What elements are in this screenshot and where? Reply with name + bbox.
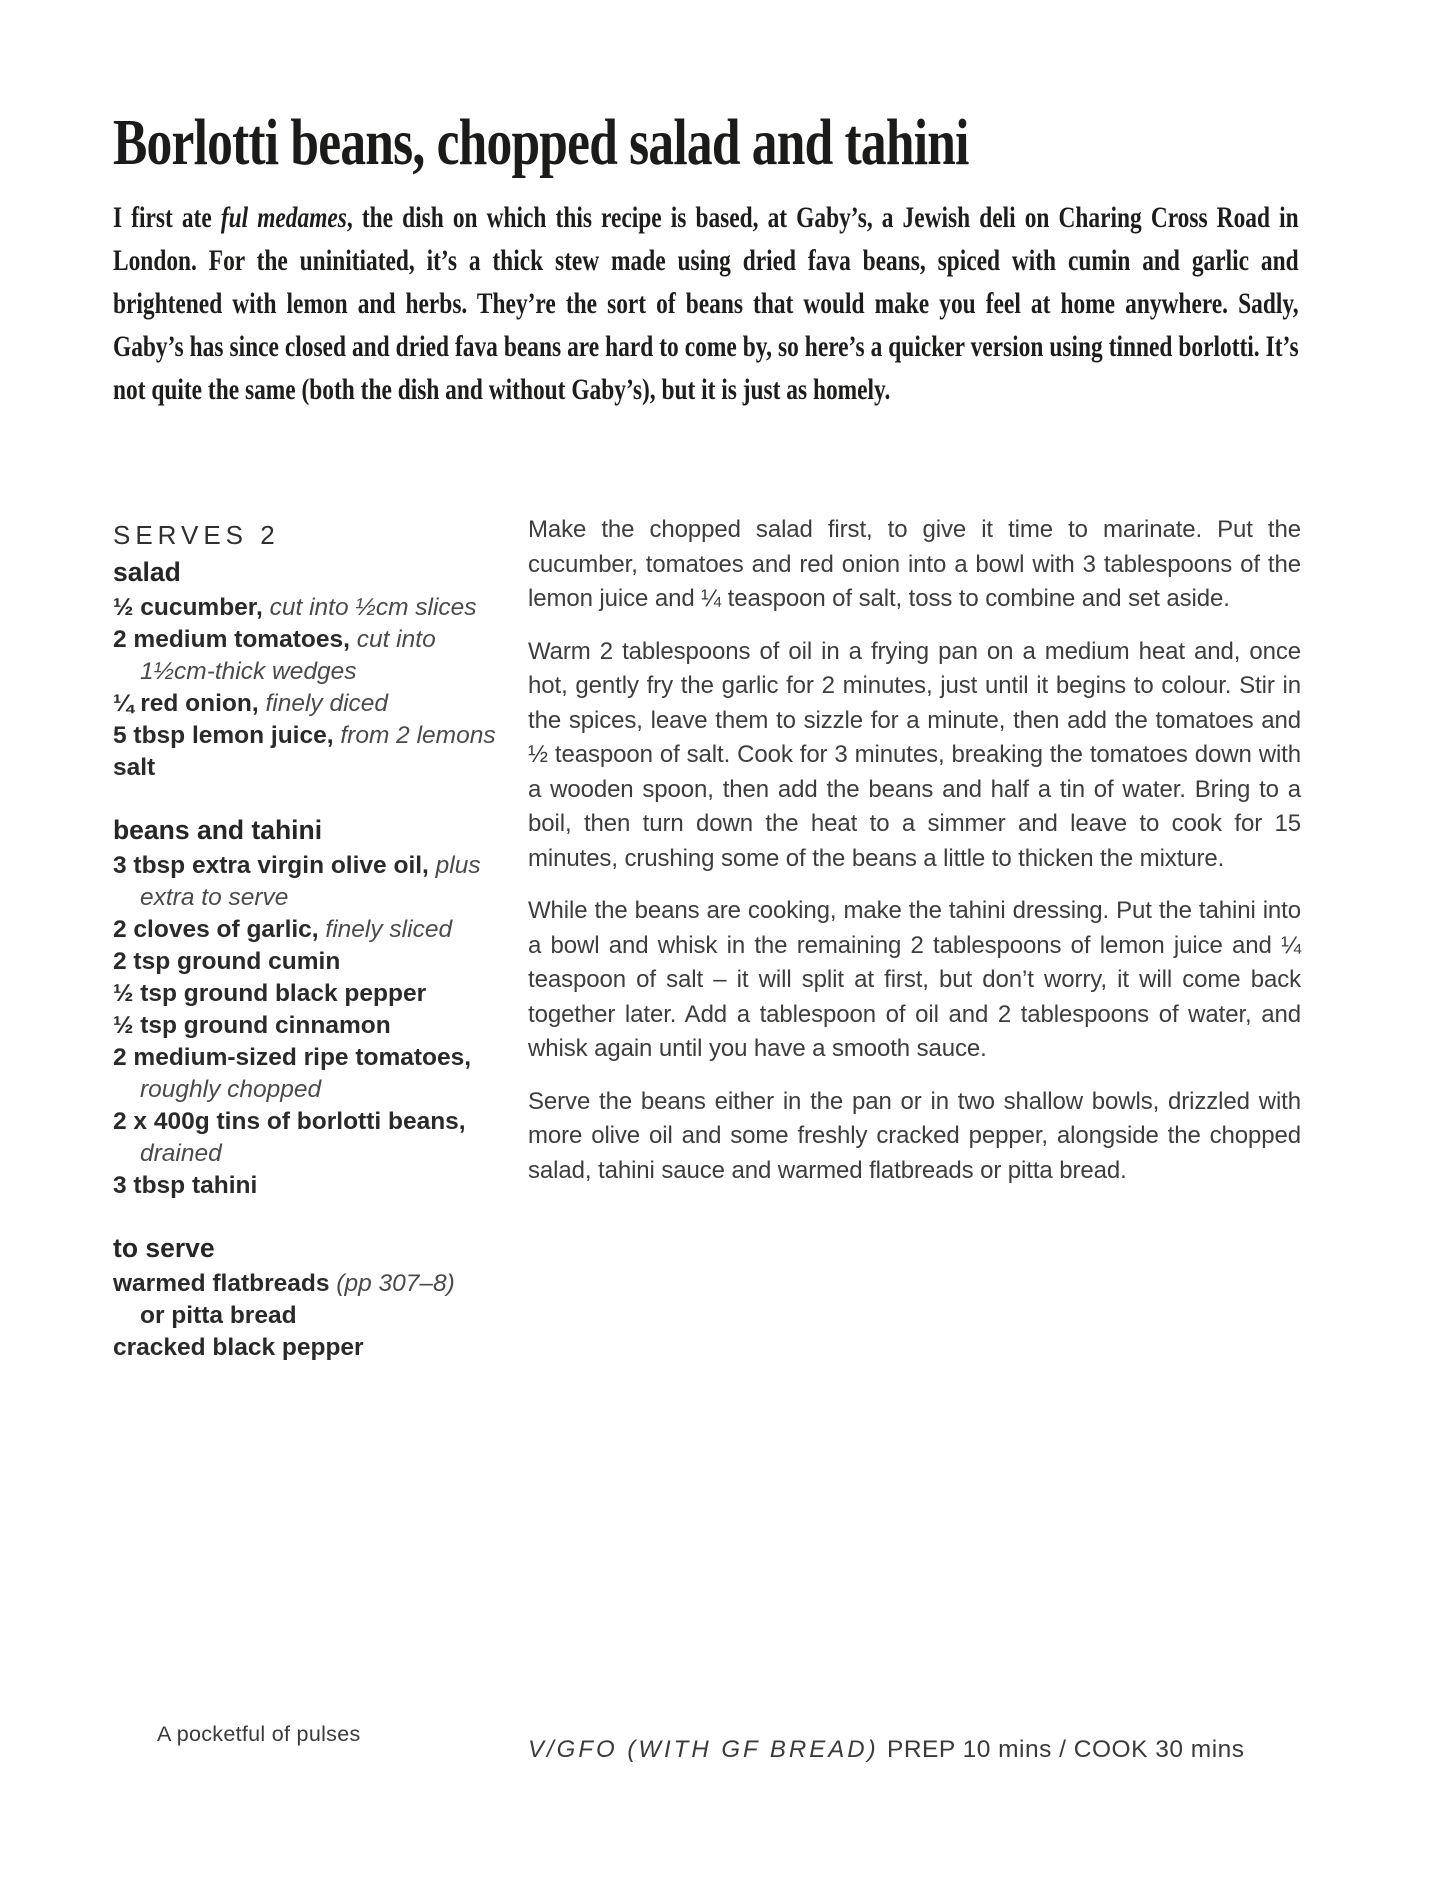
ingredient-note: (pp 307–8) [329, 1270, 455, 1297]
ingredient-line [113, 882, 513, 914]
ingredient-text: 3 tbsp extra virgin olive oil, [113, 852, 429, 879]
ingredient-line [113, 720, 513, 752]
ingredient-section-heading: salad [113, 557, 181, 587]
ingredient-text: ½ tsp ground cinnamon [113, 1012, 391, 1039]
ingredient-line [113, 688, 513, 720]
book-title: A pocketful of pulses [157, 1722, 361, 1746]
ingredient-note: roughly chopped [140, 1076, 322, 1103]
ingredient-line [113, 1138, 513, 1170]
ingredient-line [113, 1268, 513, 1300]
ingredient-line [113, 656, 513, 688]
ingredient-text: 2 medium tomatoes, [113, 626, 350, 653]
ingredients-column [113, 520, 513, 1364]
ingredient-text: or pitta bread [140, 1302, 297, 1329]
ingredient-text: ¼ red onion, [113, 690, 259, 717]
ingredient-line [113, 1010, 513, 1042]
intro-text-regular: , the dish on which this recipe is based, at Gaby’s, a Jewish deli on Charing Cross Road in London. For the uninitiated, it’s a thick stew made using dried fava beans, spiced with cumin and garlic and brightened with lemon and herbs. They’re the sort of beans that would make you feel at home anywhere. Sadly, Gaby’s has since closed and dried fava beans are hard to come by, so here’s a quicker version using tinned borlotti. It’s not quite the same (both the dish and without Gaby’s), but it is just as homely. [113, 201, 1299, 406]
ingredient-text: ½ tsp ground black pepper [113, 980, 427, 1007]
serves-label: SERVES 2 [113, 520, 280, 550]
ingredient-text: 2 cloves of garlic, [113, 916, 319, 943]
ingredient-note: from 2 lemons [333, 722, 496, 749]
ingredient-text: ½ cucumber, [113, 594, 263, 621]
ingredient-line [113, 1300, 513, 1332]
ingredient-note: plus [428, 852, 481, 879]
ingredient-section-heading: to serve [113, 1233, 215, 1263]
intro-text-regular: I first ate [113, 201, 221, 234]
method-paragraph: Make the chopped salad first, to give it time to marinate. Put the cucumber, tomatoes and red onion into a bowl with 3 tablespoons of the lemon juice and ¼ teaspoon of salt, toss to combine and set aside. [528, 516, 1301, 612]
ingredient-section [113, 1232, 513, 1364]
dietary-label: V/GFO (WITH GF BREAD) [528, 1736, 879, 1763]
ingredient-text: 2 tsp ground cumin [113, 948, 341, 975]
ingredient-line [113, 624, 513, 656]
ingredient-text: 5 tbsp lemon juice, [113, 722, 334, 749]
ingredient-line [113, 1042, 513, 1074]
intro-text-italic: ful medames [220, 201, 347, 234]
ingredient-text: 2 medium-sized ripe tomatoes, [113, 1044, 472, 1071]
ingredient-note: finely sliced [318, 916, 453, 943]
ingredient-note: 1½cm-thick wedges [140, 658, 357, 685]
ingredient-line [113, 592, 513, 624]
method-paragraph: Warm 2 tablespoons of oil in a frying pan on a medium heat and, once hot, gently fry the garlic for 2 minutes, just until it begins to colour. Stir in the spices, leave them to sizzle for a minute, then add the tomatoes and ½ teaspoon of salt. Cook for 3 minutes, breaking the tomatoes down with a wooden spoon, then add the beans and half a tin of water. Bring to a boil, then turn down the heat to a simmer and leave to cook for 15 minutes, crushing some of the beans a little to thicken the mixture. [528, 637, 1301, 872]
ingredient-line [113, 1332, 513, 1364]
ingredient-line [113, 914, 513, 946]
ingredient-note: drained [140, 1140, 222, 1167]
ingredient-line [113, 1074, 513, 1106]
ingredient-note: finely diced [258, 690, 389, 717]
ingredient-note: cut into [349, 626, 436, 653]
method-paragraph: Serve the beans either in the pan or in two shallow bowls, drizzled with more olive oil and some freshly cracked pepper, alongside the chopped salad, tahini sauce and warmed flatbreads or pitta bread. [528, 1087, 1301, 1184]
ingredient-sections [113, 556, 513, 1364]
ingredient-text: 3 tbsp tahini [113, 1172, 258, 1199]
ingredient-line [113, 1106, 513, 1138]
ingredient-line [113, 752, 513, 784]
page-title: Borlotti beans, chopped salad and tahini [113, 106, 969, 179]
ingredient-section-heading: beans and tahini [113, 815, 323, 845]
recipe-intro [113, 196, 1299, 411]
ingredient-note: extra to serve [140, 884, 289, 911]
ingredient-text: 2 x 400g tins of borlotti beans, [113, 1108, 466, 1135]
ingredient-line [113, 1170, 513, 1202]
ingredient-section [113, 556, 513, 784]
ingredient-text: cracked black pepper [113, 1334, 364, 1361]
ingredient-line [113, 850, 513, 882]
ingredient-line [113, 978, 513, 1010]
method-column [528, 513, 1301, 1206]
prep-cook-time: PREP 10 mins / COOK 30 mins [887, 1736, 1245, 1763]
ingredient-text: salt [113, 754, 156, 781]
ingredient-section [113, 814, 513, 1202]
ingredient-text: warmed flatbreads [113, 1270, 330, 1297]
ingredient-note: cut into ½cm slices [262, 594, 477, 621]
ingredient-line [113, 946, 513, 978]
method-paragraph: While the beans are cooking, make the tahini dressing. Put the tahini into a bowl and whisk in the remaining 2 tablespoons of lemon juice and ¼ teaspoon of salt – it will split at first, but don’t worry, it will come back together later. Add a tablespoon of oil and 2 tablespoons of water, and whisk again until you have a smooth sauce. [528, 897, 1301, 1062]
